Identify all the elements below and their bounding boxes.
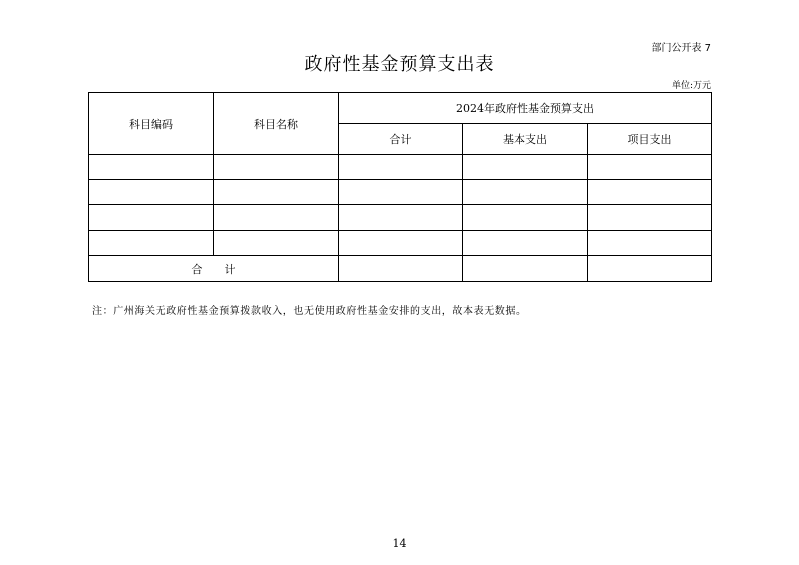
col-header-project: 项目支出 xyxy=(588,124,712,155)
table-row xyxy=(89,205,712,231)
table-cell xyxy=(588,155,712,180)
unit-label: 单位:万元 xyxy=(671,81,711,91)
table-cell xyxy=(89,180,214,205)
header-row-1 xyxy=(89,93,712,124)
page-number: 14 xyxy=(392,537,407,550)
table-cell xyxy=(463,231,588,256)
col-header-name: 科目名称 xyxy=(214,93,339,155)
table-cell xyxy=(89,155,214,180)
table-cell xyxy=(463,205,588,231)
table-cell xyxy=(588,256,712,282)
table-row xyxy=(89,155,712,180)
table-cell xyxy=(214,155,339,180)
table-cell xyxy=(588,205,712,231)
table-cell xyxy=(89,231,214,256)
table-cell xyxy=(339,205,463,231)
col-header-basic: 基本支出 xyxy=(463,124,588,155)
table-cell xyxy=(339,180,463,205)
table-cell xyxy=(588,231,712,256)
table-row xyxy=(89,231,712,256)
col-header-group: 2024年政府性基金预算支出 xyxy=(339,93,712,124)
table-note: 注：广州海关无政府性基金预算拨款收入，也无使用政府性基金安排的支出，故本表无数据。 xyxy=(92,306,527,317)
table-cell xyxy=(463,155,588,180)
page-title: 政府性基金预算支出表 xyxy=(304,54,495,75)
table-row xyxy=(89,180,712,205)
table-cell xyxy=(214,205,339,231)
total-label: 合 计 xyxy=(89,256,339,282)
table-cell xyxy=(339,256,463,282)
col-header-code: 科目编码 xyxy=(89,93,214,155)
doc-label: 部门公开表 7 xyxy=(651,43,711,54)
table-cell xyxy=(463,256,588,282)
table-cell xyxy=(463,180,588,205)
budget-table xyxy=(88,92,712,282)
table-cell xyxy=(214,231,339,256)
table-cell xyxy=(588,180,712,205)
table-cell xyxy=(339,231,463,256)
col-header-total: 合计 xyxy=(339,124,463,155)
table-cell xyxy=(214,180,339,205)
total-row xyxy=(89,256,712,282)
table-cell xyxy=(89,205,214,231)
table-cell xyxy=(339,155,463,180)
